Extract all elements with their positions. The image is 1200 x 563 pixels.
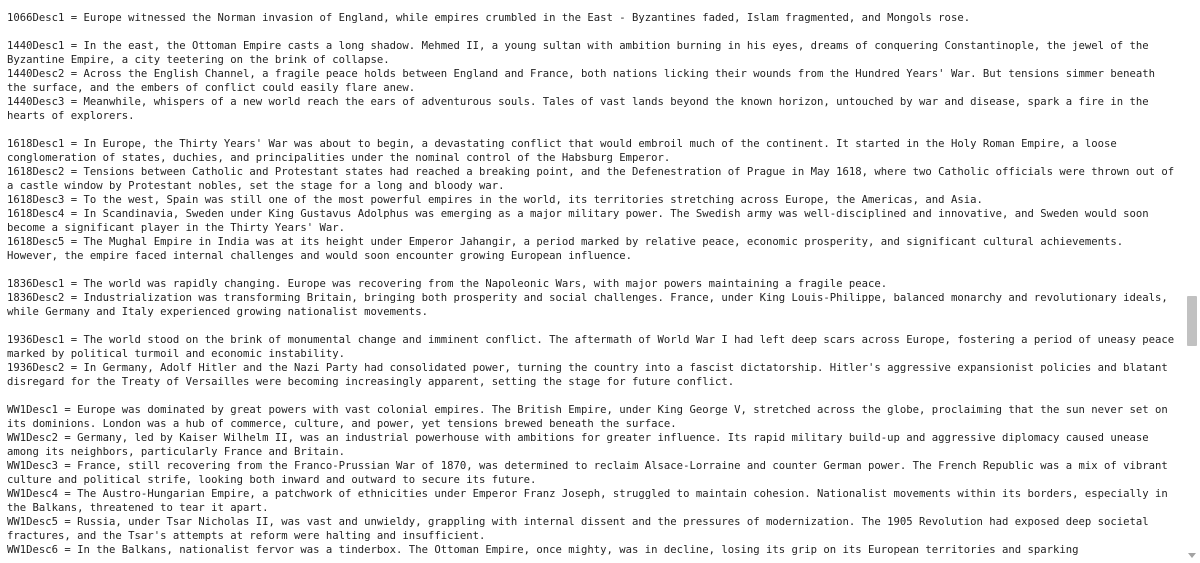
description-line: 1066Desc1 = Europe witnessed the Norman invasion of England, while empires crumbled in the East - Byzantines faded, Islam fragmented, and Mongols rose. xyxy=(7,12,971,24)
description-line: 1618Desc2 = Tensions between Catholic and Protestant states had reached a breaking point, and the Defenestration of Prague in May 1618, where two Catholic officials were thrown out of a castle window by Protestant nobles, set the stage for a long and bloody war. xyxy=(7,166,1175,192)
description-line: WW1Desc1 = Europe was dominated by great powers with vast colonial empires. The British Empire, under King George V, stretched across the globe, proclaiming that the sun never set on its dominions. London was a hub of commerce, culture, and power, yet tensions brewed beneath the surface. xyxy=(7,404,1168,430)
text-group xyxy=(7,11,1179,25)
description-line: 1836Desc1 = The world was rapidly changing. Europe was recovering from the Napoleonic Wars, with major powers maintaining a fragile peace. xyxy=(7,278,888,290)
scrollbar-thumb[interactable] xyxy=(1187,296,1197,346)
text-group xyxy=(7,39,1179,123)
text-group xyxy=(7,277,1179,319)
description-line: 1618Desc3 = To the west, Spain was still one of the most powerful empires in the world, its territories stretching across Europe, the Americas, and Asia. xyxy=(7,194,983,206)
description-line: WW1Desc5 = Russia, under Tsar Nicholas II, was vast and unwieldy, grappling with internal dissent and the pressures of modernization. The 1905 Revolution had exposed deep societal fractures, and the Tsar's attempts at reform were halting and insufficient. xyxy=(7,516,1149,542)
description-line: 1440Desc1 = In the east, the Ottoman Empire casts a long shadow. Mehmed II, a young sultan with ambition burning in his eyes, dreams of conquering Constantinople, the jewel of the Byzantine Empire, a city teetering on the brink of collapse. xyxy=(7,40,1149,66)
scroll-down-arrow-icon[interactable] xyxy=(1188,553,1196,558)
description-line: WW1Desc3 = France, still recovering from the Franco-Prussian War of 1870, was determined to reclaim Alsace-Lorraine and counter German power. The French Republic was a mix of vibrant culture and political strife, looking both inward and outward to secure its future. xyxy=(7,460,1168,486)
vertical-scrollbar[interactable] xyxy=(1184,0,1200,563)
description-line: WW1Desc4 = The Austro-Hungarian Empire, a patchwork of ethnicities under Emperor Franz Joseph, struggled to maintain cohesion. Nationalist movements within its borders, especially in the Balkans, threatened to tear it apart. xyxy=(7,488,1168,514)
description-line: 1618Desc5 = The Mughal Empire in India was at its height under Emperor Jahangir, a period marked by relative peace, economic prosperity, and significant cultural achievements. However, the empire faced internal challenges and would soon encounter growing European influence. xyxy=(7,236,1124,262)
description-line: WW1Desc6 = In the Balkans, nationalist fervor was a tinderbox. The Ottoman Empire, once mighty, was in decline, losing its grip on its European territories and sparking xyxy=(7,544,1079,556)
text-group xyxy=(7,137,1179,263)
description-line: WW1Desc2 = Germany, led by Kaiser Wilhelm II, was an industrial powerhouse with ambitions for greater influence. Its rapid military build-up and aggressive diplomacy caused unease among its neighbors, particularly France and Britain. xyxy=(7,432,1149,458)
text-group xyxy=(7,403,1179,557)
text-group xyxy=(7,333,1179,389)
description-line: 1836Desc2 = Industrialization was transforming Britain, bringing both prosperity and social challenges. France, under King Louis-Philippe, balanced monarchy and revolutionary ideals, while Germany and Italy experienced growing nationalist movements. xyxy=(7,292,1168,318)
description-line: 1440Desc3 = Meanwhile, whispers of a new world reach the ears of adventurous souls. Tales of vast lands beyond the known horizon, untouched by war and disease, spark a fire in the hearts of explorers. xyxy=(7,96,1149,122)
description-line: 1936Desc1 = The world stood on the brink of monumental change and imminent conflict. The aftermath of World War I had left deep scars across Europe, fostering a period of uneasy peace marked by political turmoil and economic instability. xyxy=(7,334,1175,360)
text-content xyxy=(7,11,1179,563)
description-line: 1936Desc2 = In Germany, Adolf Hitler and the Nazi Party had consolidated power, turning the country into a fascist dictatorship. Hitler's aggressive expansionist policies and blatant disregard for the Treaty of Versailles were becoming increasingly apparent, setting the stage for future conflict. xyxy=(7,362,1168,388)
description-line: 1618Desc1 = In Europe, the Thirty Years' War was about to begin, a devastating conflict that would embroil much of the continent. It started in the Holy Roman Empire, a loose conglomeration of states, duchies, and principalities under the nominal control of the Habsburg Emperor. xyxy=(7,138,1117,164)
description-line: 1618Desc4 = In Scandinavia, Sweden under King Gustavus Adolphus was emerging as a major military power. The Swedish army was well-disciplined and innovative, and Sweden would soon become a significant player in the Thirty Years' War. xyxy=(7,208,1149,234)
description-line: 1440Desc2 = Across the English Channel, a fragile peace holds between England and France, both nations licking their wounds from the Hundred Years' War. But tensions simmer beneath the surface, and the embers of conflict could easily flare anew. xyxy=(7,68,1156,94)
